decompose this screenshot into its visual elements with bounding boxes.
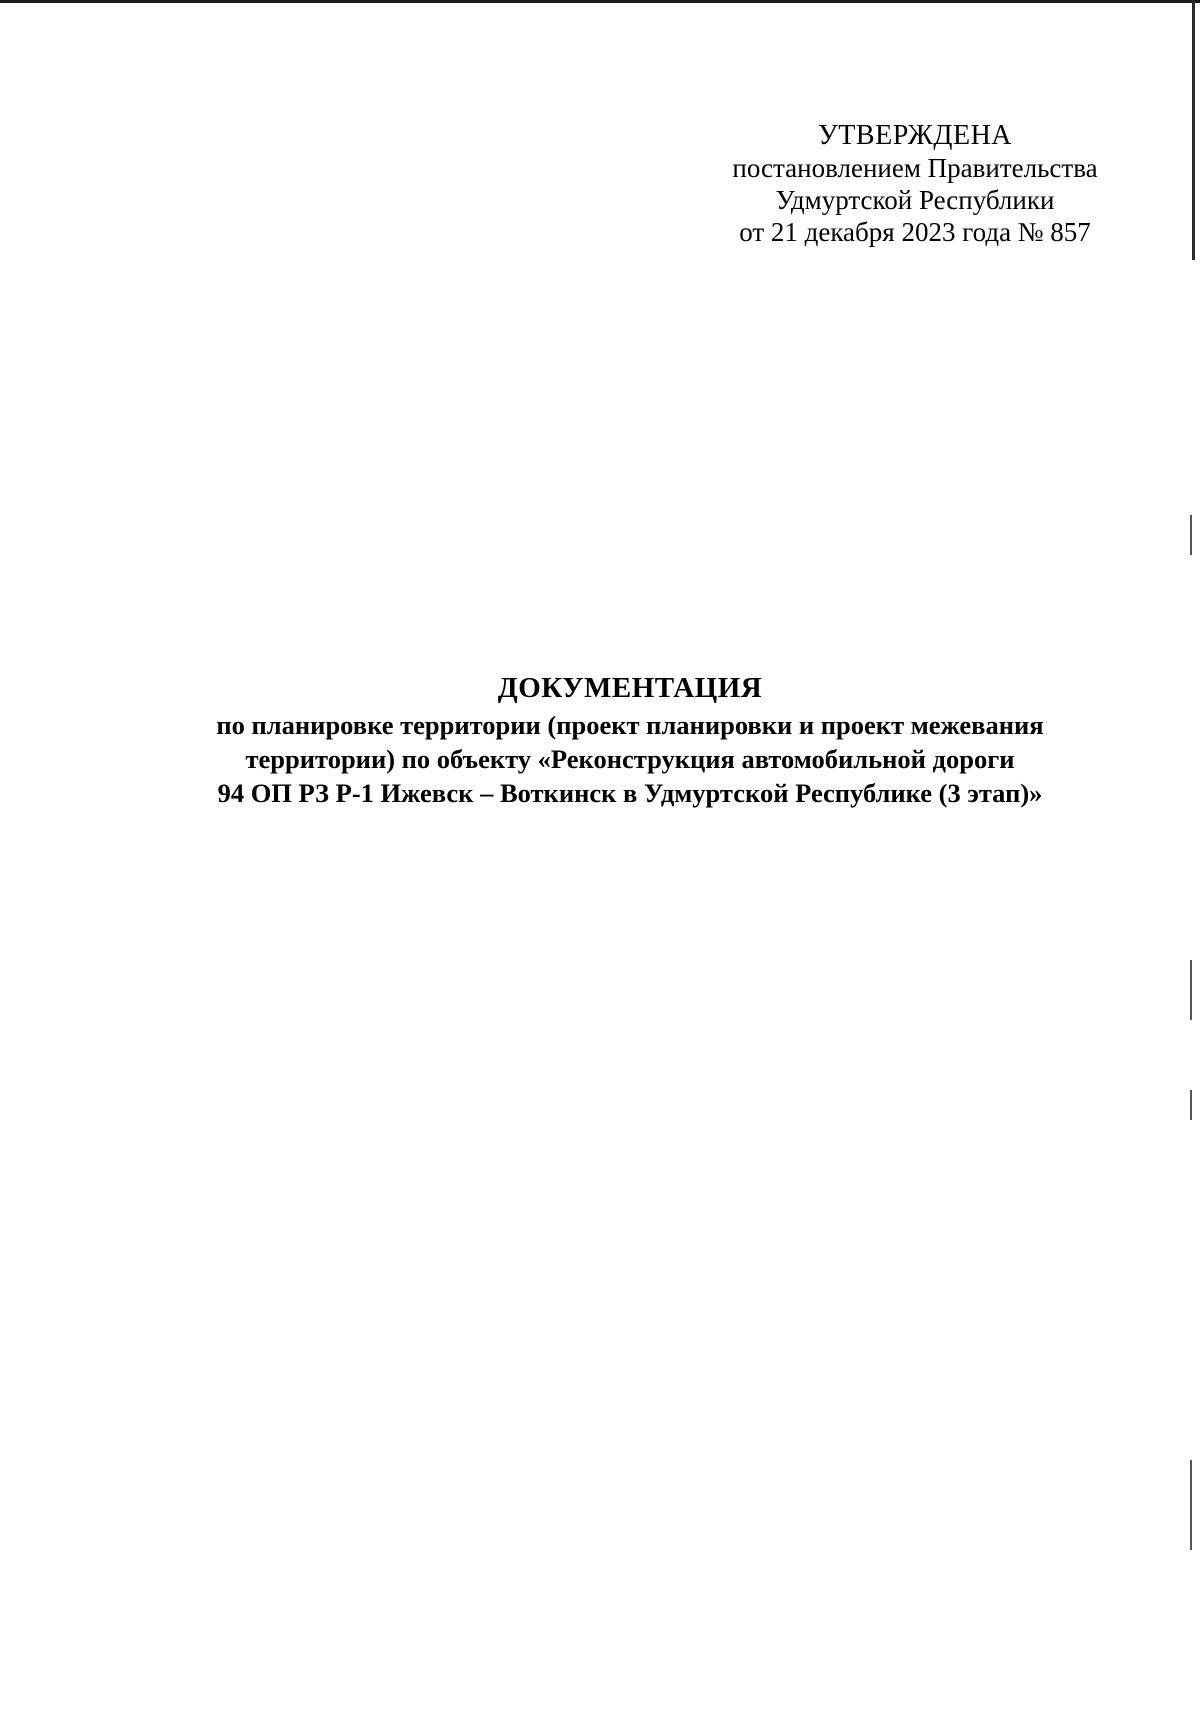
scan-mark xyxy=(1190,1460,1192,1550)
subtitle-line: 94 ОП РЗ Р-1 Ижевск – Воткинск в Удмуртской Республике (3 этап)» xyxy=(217,778,1043,808)
scan-edge-top xyxy=(0,0,1200,3)
document-subtitle xyxy=(150,708,1110,810)
approval-line-authority: постановлением Правительства xyxy=(732,153,1098,183)
approval-stamp xyxy=(700,120,1130,248)
scan-mark xyxy=(1190,960,1192,1020)
document-title: ДОКУМЕНТАЦИЯ xyxy=(497,672,763,704)
scan-edge-right xyxy=(1192,0,1195,260)
approval-line-date-number: от 21 декабря 2023 года № 857 xyxy=(739,217,1091,247)
approval-line-region: Удмуртской Республики xyxy=(775,185,1055,215)
subtitle-line: территории) по объекту «Реконструкция автомобильной дороги xyxy=(245,744,1015,774)
subtitle-line: по планировке территории (проект планировки и проект межевания xyxy=(216,710,1044,740)
approval-status: УТВЕРЖДЕНА xyxy=(817,120,1013,151)
scan-mark xyxy=(1190,515,1192,555)
document-heading xyxy=(150,668,1110,810)
scan-mark xyxy=(1190,1090,1192,1120)
